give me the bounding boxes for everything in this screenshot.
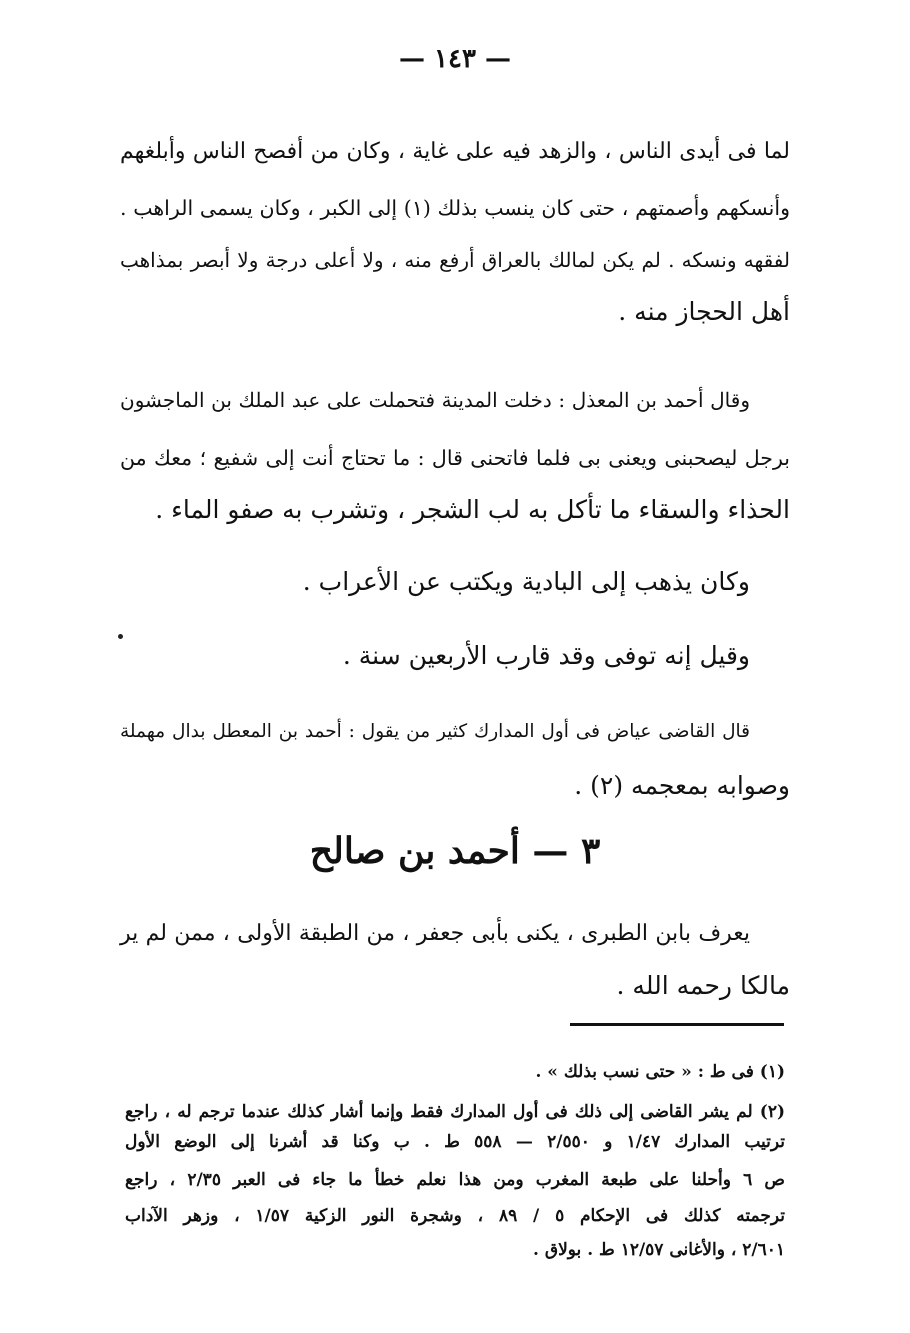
- section-heading: ٣ — أحمد بن صالح: [309, 830, 601, 872]
- paragraph-5-line-2: وصوابه بمعجمه (٢) .: [574, 771, 790, 800]
- paragraph-1-line-3: لفقهه ونسكه . لم يكن لمالك بالعراق أرفع منه ، ولا أعلى درجة ولا أبصر بمذاهب: [120, 248, 790, 272]
- page-number: — ١٤٣ —: [398, 44, 512, 74]
- paragraph-3-line-1: وكان يذهب إلى البادية ويكتب عن الأعراب .: [302, 567, 750, 596]
- footnote-2-line-2: ترتيب المدارك ١/٤٧ و ٢/٥٥٠ — ٥٥٨ ط . ب وكنا قد أشرنا إلى الوضع الأول: [125, 1132, 785, 1152]
- paragraph-2-line-1: وقال أحمد بن المعذل : دخلت المدينة فتحملت على عبد الملك بن الماجشون: [120, 388, 750, 412]
- paragraph-1-line-2: وأنسكهم وأصمتهم ، حتى كان ينسب بذلك (١) إلى الكبر ، وكان يسمى الراهب .: [120, 196, 790, 220]
- paragraph-4-line-1: وقيل إنه توفى وقد قارب الأربعين سنة .: [342, 641, 750, 670]
- paragraph-2-line-2: برجل ليصحبنى ويعنى بى فلما فاتحنى قال : ما تحتاج أنت إلى شفيع ؛ معك من: [120, 446, 790, 470]
- paragraph-1-line-4: أهل الحجاز منه .: [618, 297, 790, 326]
- paragraph-5-line-1: قال القاضى عياض فى أول المدارك كثير من يقول : أحمد بن المعطل بدال مهملة: [120, 721, 750, 742]
- entry-line-1: يعرف بابن الطبرى ، يكنى بأبى جعفر ، من الطبقة الأولى ، ممن لم ير: [120, 921, 750, 946]
- paragraph-2-line-3: الحذاء والسقاء ما تأكل به لب الشجر ، وتشرب به صفو الماء .: [155, 495, 790, 524]
- print-speck: [118, 634, 123, 639]
- entry-line-2: مالكا رحمه الله .: [616, 971, 790, 1000]
- paragraph-1-line-1: لما فى أيدى الناس ، والزهد فيه على غاية ، وكان من أفصح الناس وأبلغهم: [120, 139, 790, 164]
- footnote-1: (١) فى ط : « حتى نسب بذلك » .: [535, 1062, 785, 1082]
- footnote-2-line-5: ٢/٦٠١ ، والأغانى ١٢/٥٧ ط . بولاق .: [533, 1240, 785, 1260]
- footnote-2-line-4: ترجمته كذلك فى الإحكام ٥ / ٨٩ ، وشجرة النور الزكية ١/٥٧ ، وزهر الآداب: [125, 1206, 785, 1226]
- footnote-divider: [570, 1023, 784, 1026]
- footnote-2-line-3: ص ٦ وأحلنا على طبعة المغرب ومن هذا نعلم خطأ ما جاء فى العبر ٢/٣٥ ، راجع: [125, 1170, 785, 1190]
- footnote-2-line-1: (٢) لم يشر القاضى إلى ذلك فى أول المدارك فقط وإنما أشار كذلك عندما ترجم له ، راجع: [125, 1102, 785, 1122]
